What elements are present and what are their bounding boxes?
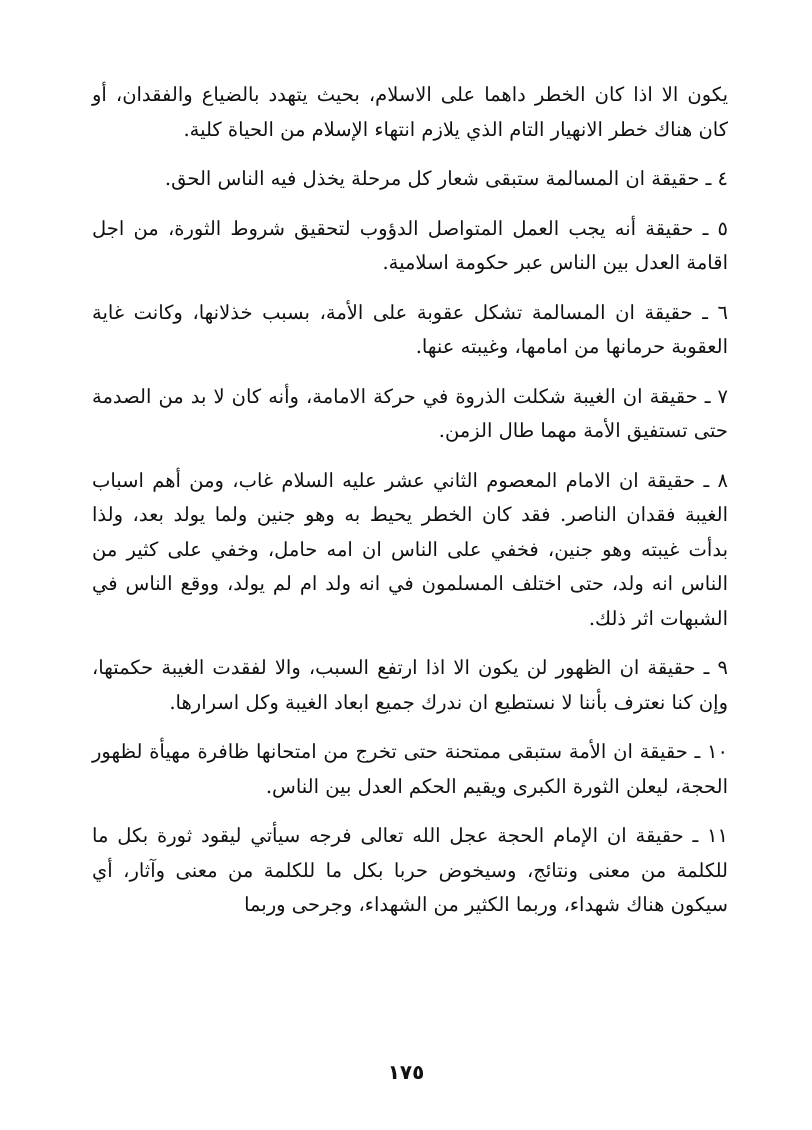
paragraph-item-8: ٨ ـ حقيقة ان الامام المعصوم الثاني عشر عليه السلام غاب، ومن أهم اسباب الغيبة فقدان الناصر. فقد كان الخطر يحيط به وهو جنين ولما يولد بعد، ولذا بدأت غيبته وهو جنين، فخفي على الناس ان امه حامل، وخفي على كثير من الناس انه ولد، حتى اختلف المسلمون في انه ولد ام لم يولد، ووقع الناس في الشبهات اثر ذلك. <box>92 468 728 630</box>
paragraph-item-10: ١٠ ـ حقيقة ان الأمة ستبقى ممتحنة حتى تخرج من امتحانها ظافرة مهيأة لظهور الحجة، ليعلن الثورة الكبرى ويقيم الحكم العدل بين الناس. <box>92 740 728 798</box>
paragraph-item-7: ٧ ـ حقيقة ان الغيبة شكلت الذروة في حركة الامامة، وأنه كان لا بد من الصدمة حتى تستفيق الأمة مهما طال الزمن. <box>92 384 728 442</box>
page-number: ١٧٥ <box>387 1060 425 1084</box>
paragraph-continuation: يكون الا اذا كان الخطر داهما على الاسلام، بحيث يتهدد بالضياع والفقدان، أو كان هناك خطر الانهيار التام الذي يلازم انتهاء الإسلام من الحياة كلية. <box>92 83 728 141</box>
paragraph-item-9: ٩ ـ حقيقة ان الظهور لن يكون الا اذا ارتفع السبب، والا لفقدت الغيبة حكمتها، وإن كنا نعترف بأننا لا نستطيع ان ندرك جميع ابعاد الغيبة وكل اسرارها. <box>92 656 728 714</box>
paragraph-item-6: ٦ ـ حقيقة ان المسالمة تشكل عقوبة على الأمة، بسبب خذلانها، وكانت غاية العقوبة حرمانها من امامها، وغيبته عنها. <box>92 300 728 358</box>
paragraph-item-11: ١١ ـ حقيقة ان الإمام الحجة عجل الله تعالى فرجه سيأتي ليقود ثورة بكل ما للكلمة من معنى ونتائج، وسيخوض حربا بكل ما للكلمة من معنى وآثار، أي سيكون هناك شهداء، وربما الكثير من الشهداء، وجرحى وربما <box>92 824 728 916</box>
paragraph-item-5: ٥ ـ حقيقة أنه يجب العمل المتواصل الدؤوب لتحقيق شروط الثورة، من اجل اقامة العدل بين الناس عبر حكومة اسلامية. <box>92 216 728 274</box>
page-text <box>92 78 728 938</box>
paragraph-item-4: ٤ ـ حقيقة ان المسالمة ستبقى شعار كل مرحلة يخذل فيه الناس الحق. <box>164 167 728 190</box>
